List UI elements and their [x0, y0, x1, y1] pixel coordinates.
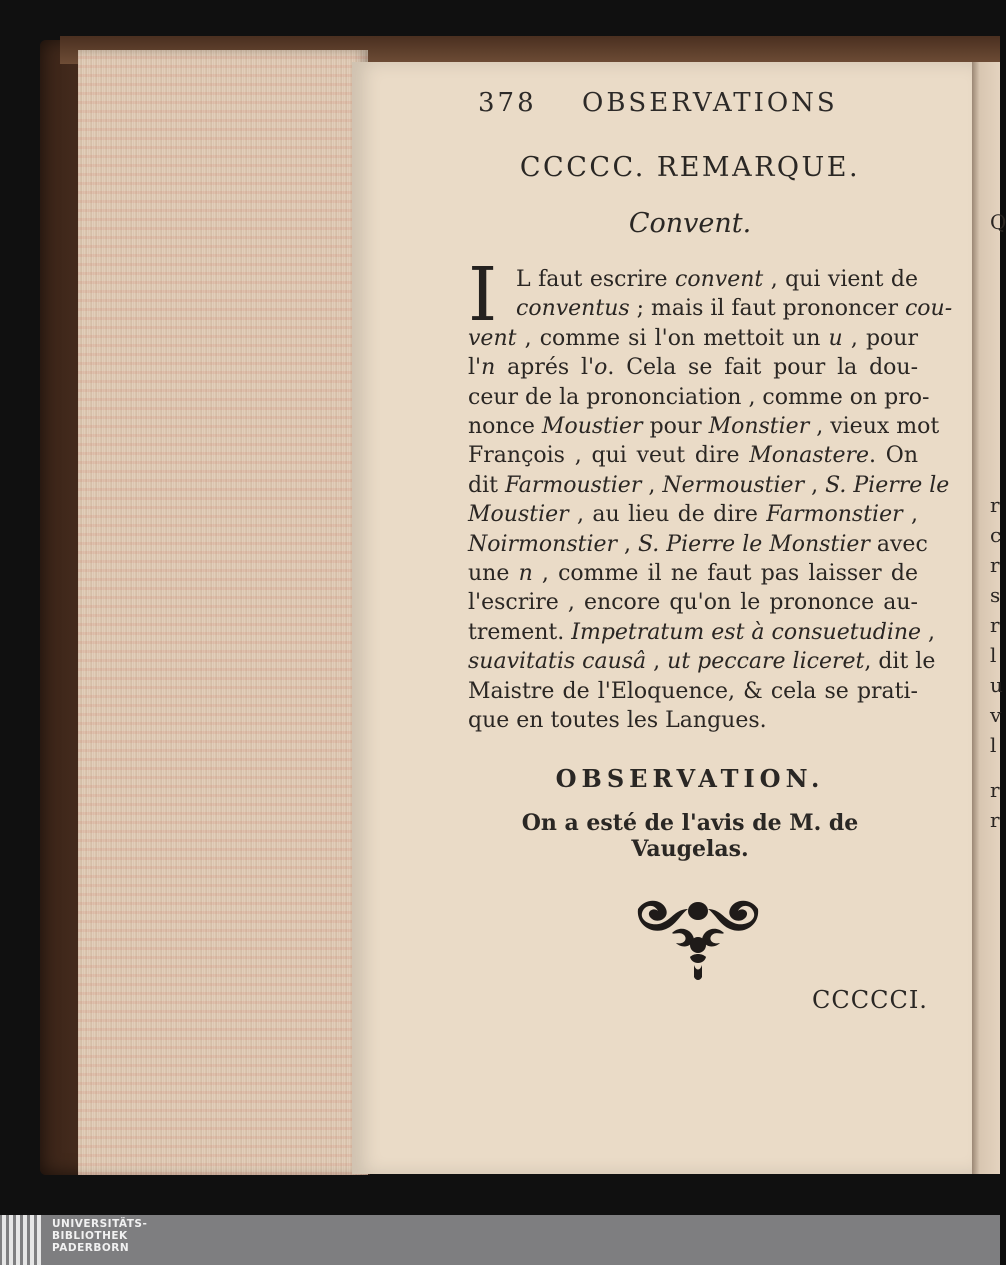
entry-title: Convent.: [628, 208, 752, 239]
logo-line: BIBLIOTHEK: [52, 1230, 128, 1242]
body-line: vent , comme si l'on mettoit un u , pour: [468, 325, 918, 351]
library-logo-icon: [0, 1215, 46, 1265]
italic-term: S. Pierre le Monstier: [638, 531, 870, 557]
italic-term: n: [481, 355, 496, 381]
running-head: [478, 88, 898, 124]
italic-term: convent: [675, 267, 764, 292]
facing-page-letter: s: [990, 583, 1001, 607]
italic-term: vent: [468, 325, 517, 351]
facing-page-letter: r: [990, 613, 1000, 637]
page-number: 378: [478, 88, 537, 118]
catchword: CCCCCI.: [812, 986, 928, 1014]
italic-term: n: [518, 561, 533, 586]
logo-line: UNIVERSITÄTS-: [52, 1218, 148, 1230]
facing-page-letter: r: [990, 553, 1000, 577]
body-line: Noirmonstier , S. Pierre le Monstier avec: [468, 531, 928, 557]
italic-term: Impetratum est à consuetudine: [571, 619, 922, 645]
body-line: trement. Impetratum est à consuetudine: [468, 619, 922, 645]
body-line: suavitatis causâ , ut peccare liceret, dit le: [468, 649, 936, 675]
italic-term: Nermoustier: [662, 472, 805, 498]
body-line: dit Farmoustier , Nermoustier , S. Pierre le: [468, 472, 950, 498]
italic-term: Moustier: [468, 502, 569, 528]
italic-term: o: [594, 355, 608, 381]
remark-heading: CCCCC. REMARQUE.: [519, 152, 861, 183]
italic-term: cou-: [904, 296, 953, 322]
body-line: conventus ; mais il faut prononcer cou-: [516, 296, 953, 322]
body-line: l'escrire , encore qu'on le prononce au-: [468, 590, 918, 616]
italic-term: u: [828, 325, 843, 351]
facing-page-letter: v: [990, 703, 1002, 727]
facing-page-letter: r: [990, 808, 1000, 832]
body-line: que en toutes les Langues.: [468, 708, 767, 733]
facing-page-letter: c: [990, 523, 1002, 547]
facing-page-letter: Q: [990, 210, 1006, 234]
italic-term: Noirmonstier: [468, 531, 618, 557]
running-title: OBSERVATIONS: [582, 88, 838, 118]
body-line: l'n aprés l'o. Cela se fait pour la dou-: [468, 355, 918, 381]
italic-term: Farmonstier: [766, 502, 903, 528]
italic-term: Monastere: [749, 443, 870, 469]
facing-page-letter: l: [990, 643, 997, 667]
italic-term: Farmoustier: [504, 472, 642, 498]
italic-term: S. Pierre le: [825, 472, 950, 498]
drop-cap: I: [468, 252, 498, 338]
library-logo-text: [52, 1218, 147, 1254]
facing-page-letter: u: [990, 673, 1003, 697]
body-line: ceur de la prononciation , comme on pro-: [468, 384, 930, 410]
page-edges: [78, 50, 368, 1175]
body-line: Moustier , au lieu de dire Farmonstier ,: [468, 502, 918, 528]
body-line: L faut escrire convent , qui vient de: [516, 267, 919, 292]
body-line: François , qui veut dire Monastere. On: [468, 443, 918, 469]
body-line: Maistre de l'Eloquence, & cela se prati-: [468, 678, 918, 704]
italic-term: suavitatis causâ: [468, 649, 647, 675]
italic-term: Monstier: [708, 414, 810, 439]
italic-term: conventus: [516, 296, 630, 322]
facing-page-letter: l: [990, 733, 997, 757]
fleuron-ornament-icon: [632, 895, 764, 983]
body-line: nonce Moustier pour Monstier , vieux mot: [468, 414, 940, 439]
facing-page-letter: r: [990, 778, 1000, 802]
library-footer: [0, 1215, 1000, 1265]
observation-text: On a esté de l'avis de M. de Vaugelas.: [521, 810, 859, 862]
italic-term: ut peccare liceret: [667, 649, 865, 675]
italic-term: Moustier: [541, 414, 643, 439]
body-line: une n , comme il ne faut pas laisser de: [468, 561, 918, 586]
facing-page-letter: r: [990, 493, 1000, 517]
observation-heading: OBSERVATION.: [555, 764, 825, 793]
logo-line: PADERBORN: [52, 1242, 130, 1254]
